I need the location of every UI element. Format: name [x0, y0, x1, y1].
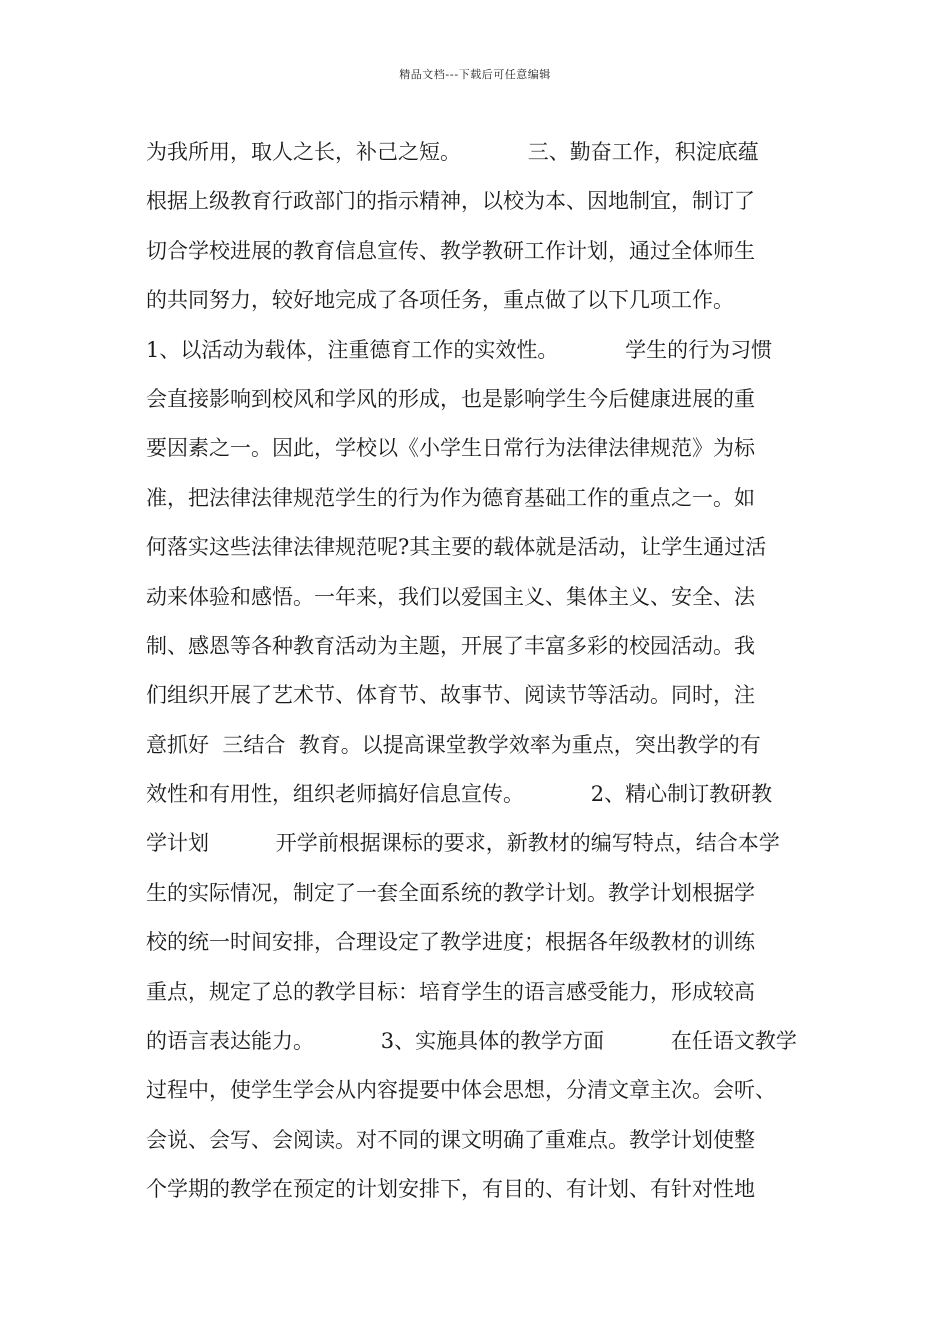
text-line: 过程中，使学生学会从内容提要中体会思想，分清文章主次。会听、: [146, 1078, 776, 1103]
text-line: 1、以活动为载体，注重德育工作的实效性。 学生的行为习惯: [146, 337, 773, 362]
text-line: 切合学校进展的教育信息宣传、教学教研工作计划，通过全体师生: [146, 238, 755, 263]
text-line: 何落实这些法律法律规范呢?其主要的载体就是活动，让学生通过活: [146, 535, 767, 560]
text-line: 个学期的教学在预定的计划安排下，有目的、有计划、有针对性地: [146, 1177, 755, 1202]
page-header: 精品文档---下载后可任意编辑: [399, 68, 551, 81]
text-line: 根据上级教育行政部门的指示精神，以校为本、因地制宜，制订了: [146, 189, 755, 214]
text-line: 准，把法律法律规范学生的行为作为德育基础工作的重点之一。如: [146, 485, 755, 510]
text-line: 的共同努力，较好地完成了各项任务，重点做了以下几项工作。: [146, 288, 734, 313]
text-line: 意抓好 三结合 教育。以提高课堂教学效率为重点，突出教学的有: [146, 732, 761, 757]
text-line: 学计划 开学前根据课标的要求，新教材的编写特点，结合本学: [146, 831, 780, 856]
text-line: 为我所用，取人之长，补己之短。 三、勤奋工作，积淀底蕴: [146, 140, 759, 164]
text-line: 动来体验和感悟。一年来，我们以爱国主义、集体主义、安全、法: [146, 584, 755, 609]
text-line: 要因素之一。因此，学校以《小学生日常行为法律法律规范》为标: [146, 436, 755, 461]
text-line: 校的统一时间安排，合理设定了教学进度；根据各年级教材的训练: [146, 930, 755, 955]
text-line: 生的实际情况，制定了一套全面系统的教学计划。教学计划根据学: [146, 880, 755, 905]
text-line: 重点，规定了总的教学目标：培育学生的语言感受能力，形成较高: [146, 979, 755, 1004]
text-line: 效性和有用性，组织老师搞好信息宣传。 2、精心制订教研教: [146, 782, 773, 807]
text-line: 们组织开展了艺术节、体育节、故事节、阅读节等活动。同时，注: [146, 683, 755, 708]
text-line: 的语言表达能力。 3、实施具体的教学方面 在任语文教学: [146, 1029, 797, 1054]
text-line: 制、感恩等各种教育活动为主题，开展了丰富多彩的校园活动。我: [146, 633, 755, 658]
text-line: 会说、会写、会阅读。对不同的课文明确了重难点。教学计划使整: [146, 1127, 755, 1152]
body-text: [146, 128, 816, 1215]
text-line: 会直接影响到校风和学风的形成，也是影响学生今后健康进展的重: [146, 386, 755, 411]
